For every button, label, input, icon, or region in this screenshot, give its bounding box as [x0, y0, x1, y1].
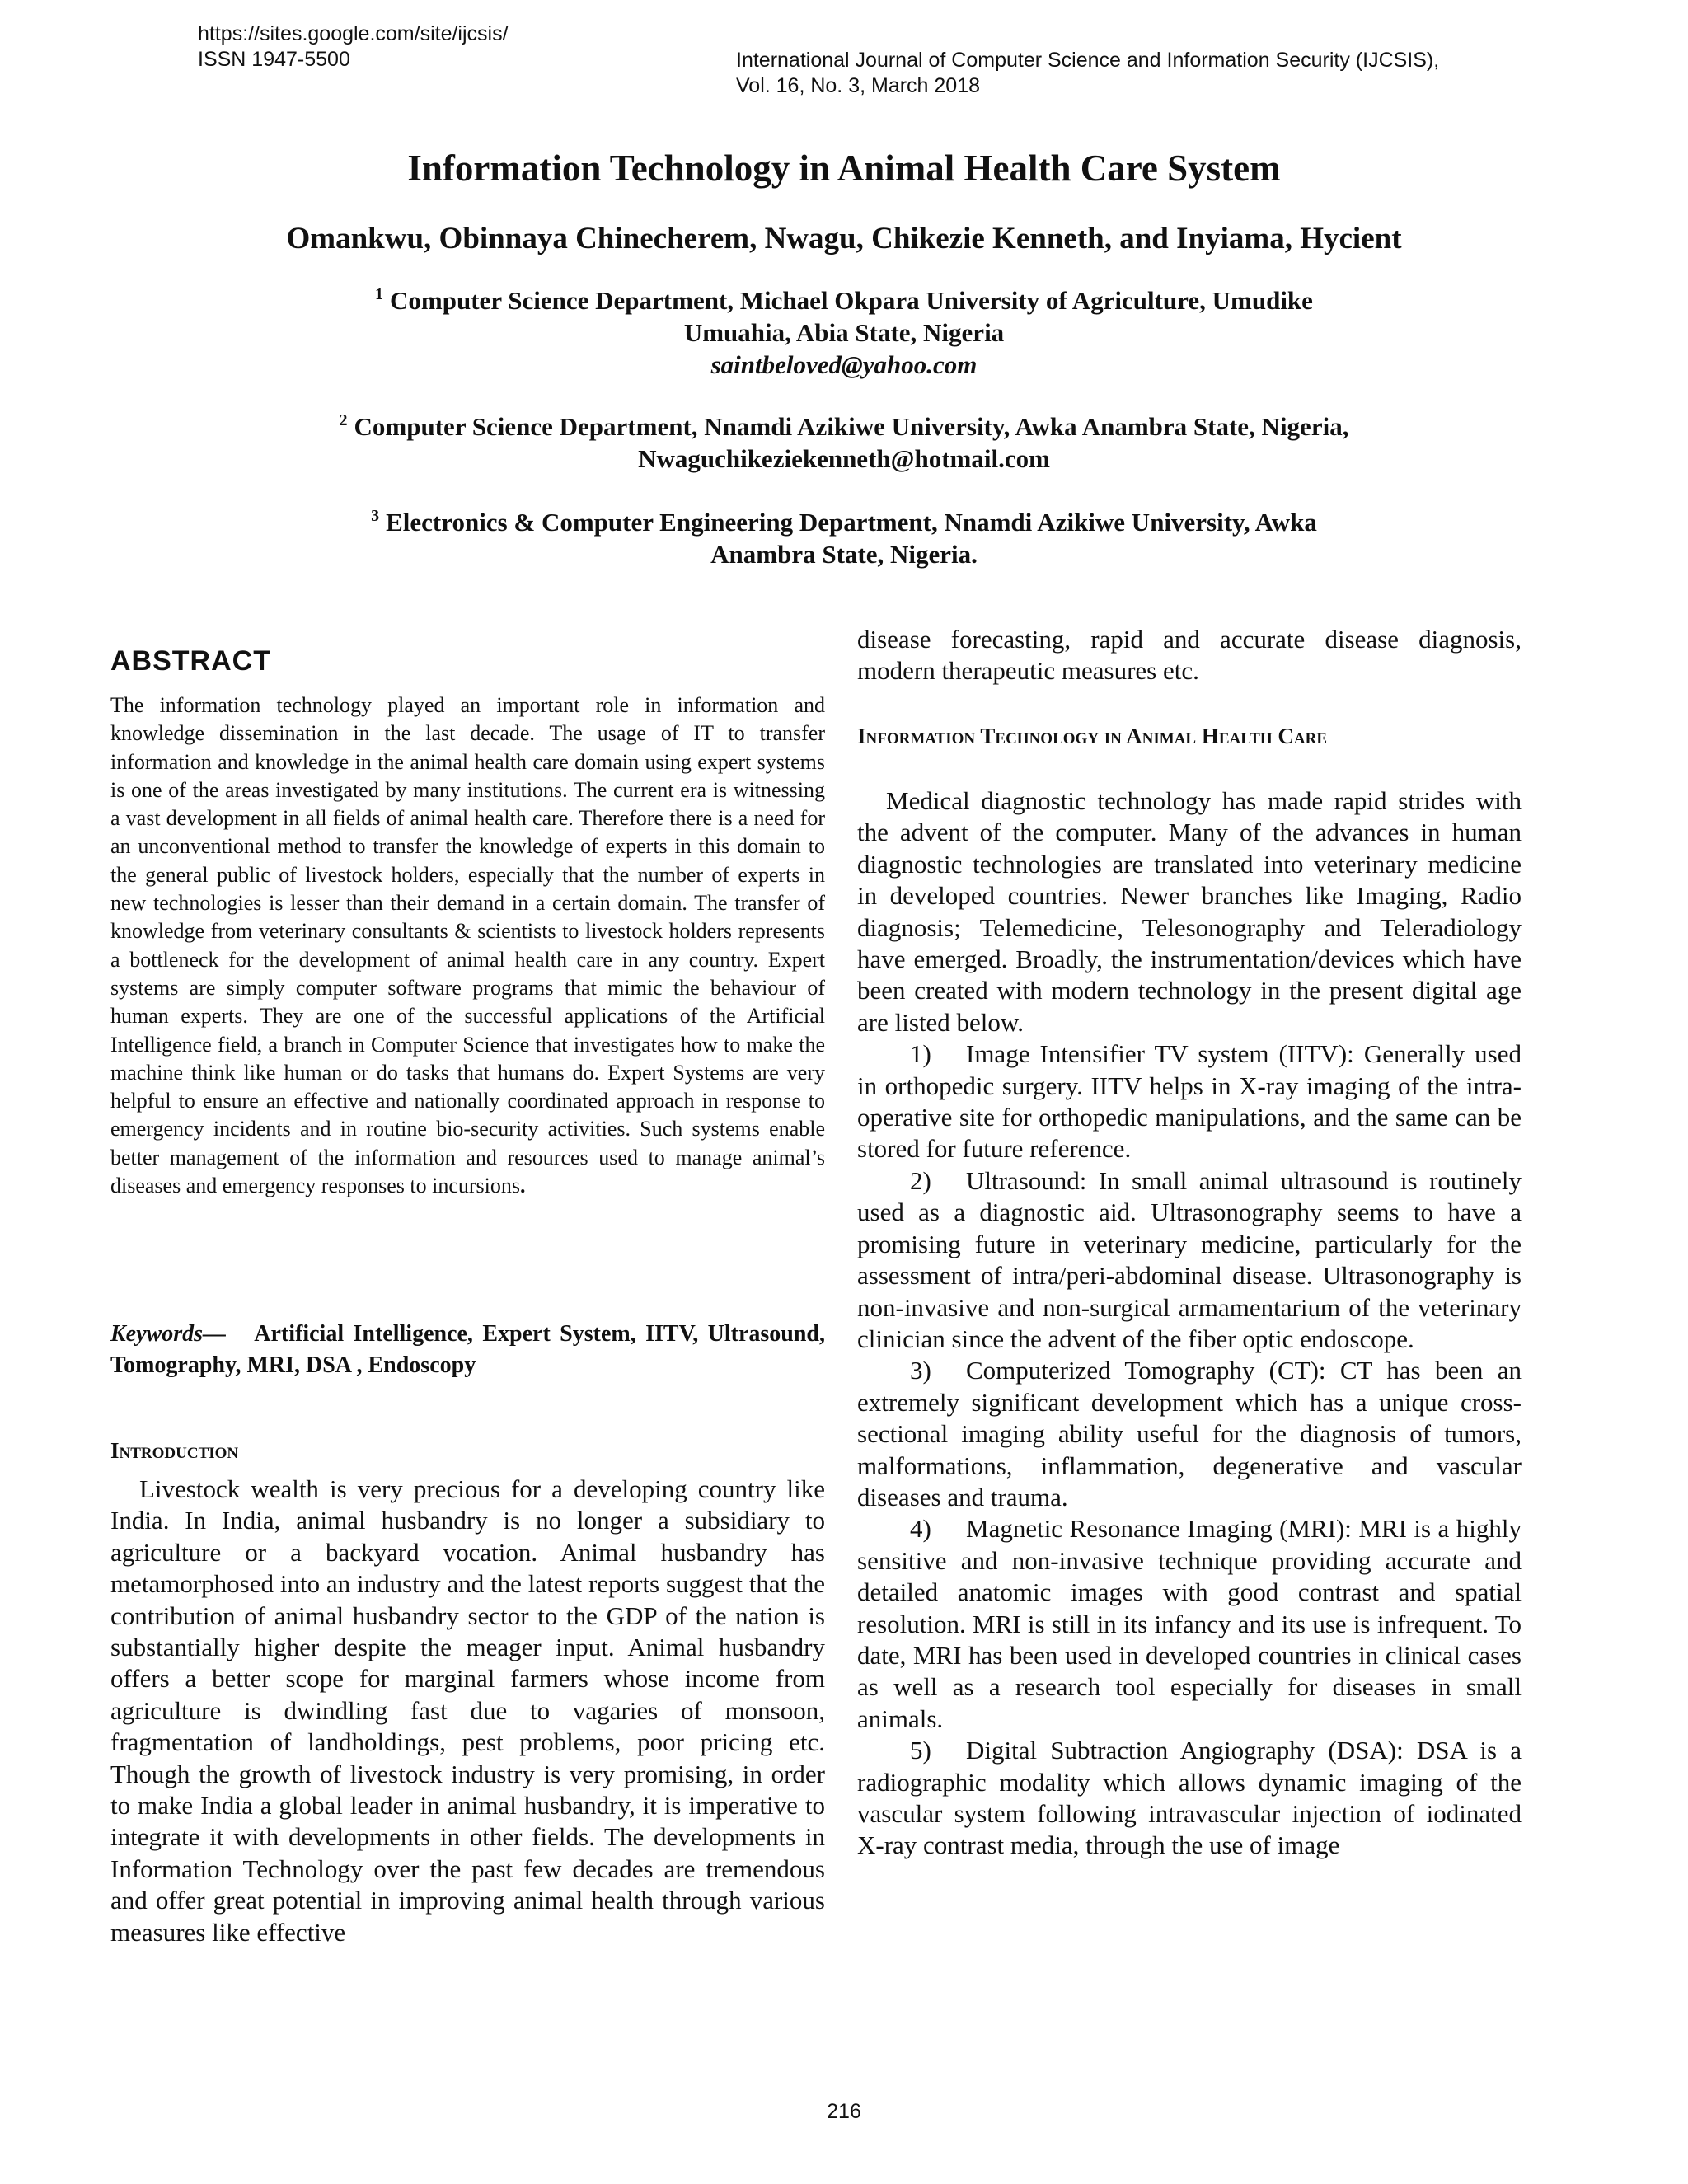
- affiliation-line: Electronics & Computer Engineering Department, Nnamdi Azikiwe University, Awka: [386, 508, 1317, 537]
- journal-name: International Journal of Computer Science and Information Security (IJCSIS),: [736, 49, 1440, 72]
- right-column-continuation: [857, 624, 1522, 687]
- list-item: [857, 1513, 1522, 1735]
- introduction-heading: Introduction: [110, 1438, 239, 1463]
- introduction-paragraph: Livestock wealth is very precious for a developing country like India. In India, animal husbandry is no longer a subsidiary to agriculture or a backyard vocation. Animal husbandry has metamorphosed into an industry and the latest reports suggest that the contribution of animal husbandry sector to the GDP of the nation is substantially higher despite the meager input. Animal husbandry offers a better scope for marginal farmers whose income from agriculture is dwindling fast due to vagaries of monsoon, fragmentation of landholdings, pest problems, poor pricing etc. Though the growth of livestock industry is very promising, in order to make India a global leader in animal husbandry, it is imperative to integrate it with developments in other fields. The developments in Information Technology over the past few decades are tremendous and offer great potential in improving animal health through various measures like effective: [110, 1474, 825, 1947]
- abstract-heading: ABSTRACT: [110, 645, 271, 677]
- journal-volume: Vol. 16, No. 3, March 2018: [736, 74, 981, 97]
- it-intro-paragraph: Medical diagnostic technology has made rapid strides with the advent of the computer. Many of the advances in human diagnostic technologies are translated into veterinary medicine in developed countries. Newer branches like Imaging, Radio diagnosis; Telemedicine, Telesonography and Teleradiology have emerged. Broadly, the instrumentation/devices which have been created with modern technology in the present digital age are listed below.: [857, 786, 1522, 1037]
- affiliation-email-line: Nwaguchikeziekenneth@hotmail.com: [638, 444, 1050, 473]
- list-item-text: Image Intensifier TV system (IITV): Generally used in orthopedic surgery. IITV helps in X-ray imaging of the intra-operative site for orthopedic manipulations, and the same can be stored for future reference.: [857, 1039, 1522, 1164]
- keywords: [110, 1319, 825, 1381]
- introduction-body: [110, 1474, 825, 1948]
- header-right: [736, 48, 1439, 99]
- abstract-body: [110, 691, 825, 1200]
- it-section-heading: Information Technology in Animal Health Care: [857, 724, 1327, 748]
- it-section-body: [857, 785, 1522, 1862]
- keywords-text: Artificial Intelligence, Expert System, IITV, Ultrasound, Tomography, MRI, DSA , Endoscopy: [110, 1321, 825, 1378]
- list-item: [857, 1038, 1522, 1165]
- list-item-text: Ultrasound: In small animal ultrasound is routinely used as a diagnostic aid. Ultrasonography seems to have a promising future in veterinary medicine, particularly for the assessment of intra/peri-abdominal disease. Ultrasonography is non-invasive and non-surgical armamentarium of the veterinary clinician since the advent of the fiber optic endoscope.: [857, 1165, 1522, 1353]
- continuation-paragraph: disease forecasting, rapid and accurate disease diagnosis, modern therapeutic measures etc.: [857, 625, 1522, 686]
- affiliation-3: [0, 506, 1688, 570]
- list-item-number: 2): [910, 1165, 931, 1195]
- affiliation-number: 2: [339, 411, 348, 429]
- paper-title: Information Technology in Animal Health Care System: [407, 148, 1281, 189]
- affiliation-line: Umuahia, Abia State, Nigeria: [683, 318, 1005, 347]
- affiliation-2: [0, 410, 1688, 475]
- abstract-text: The information technology played an important role in information and knowledge dissemination in the last decade. The usage of IT to transfer information and knowledge in the animal health care domain using expert systems is one of the areas investigated by many institutions. The current era is witnessing a vast development in all fields of animal health care. Therefore there is a need for an unconventional method to transfer the knowledge of experts in this domain to the general public of livestock holders, especially that the number of experts in new technologies is lesser than their demand in a certain domain. The transfer of knowledge from veterinary consultants & scientists to livestock holders represents a bottleneck for the development of animal health care in any country. Expert systems are simply computer software programs that mimic the behaviour of human experts. They are one of the successful applications of the Artificial Intelligence field, a branch in Computer Science that investigates how to make the machine think like human or do tasks that humans do. Expert Systems are very helpful to ensure an effective and nationally coordinated approach in response to emergency incidents and in routine bio-security activities. Such systems enable better management of the information and resources used to manage animal’s diseases and emergency responses to incursions: [110, 693, 825, 1198]
- affiliation-number: 3: [371, 507, 380, 525]
- list-item-number: 3): [910, 1356, 931, 1385]
- list-item-text: Computerized Tomography (CT): CT has been an extremely significant development which has a unique cross-sectional imaging ability useful for the diagnosis of tumors, malformations, inflammation, degenerative and vascular diseases and trauma.: [857, 1356, 1522, 1511]
- list-item-number: 5): [910, 1736, 931, 1765]
- issn: ISSN 1947-5500: [198, 48, 350, 71]
- affiliation-1: [0, 284, 1688, 381]
- header-left: [198, 21, 509, 73]
- journal-url: https://sites.google.com/site/ijcsis/: [198, 22, 509, 45]
- list-item-text: Magnetic Resonance Imaging (MRI): MRI is a highly sensitive and non-invasive technique providing accurate and detailed anatomic images with good contrast and spatial resolution. MRI is still in its infancy and its use is infrequent. To date, MRI has been used in developed countries in clinical cases as well as a research tool especially for diseases in small animals.: [857, 1514, 1522, 1733]
- list-item: [857, 1735, 1522, 1862]
- affiliation-line: Computer Science Department, Michael Okpara University of Agriculture, Umudike: [390, 286, 1313, 315]
- list-item: [857, 1355, 1522, 1513]
- page-number: 216: [827, 2100, 861, 2123]
- abstract-end-period: .: [520, 1174, 526, 1198]
- list-item: [857, 1165, 1522, 1355]
- list-item-number: 1): [910, 1039, 931, 1069]
- affiliation-number: 1: [375, 285, 384, 303]
- affiliation-line: Anambra State, Nigeria.: [710, 540, 978, 569]
- author-list: Omankwu, Obinnaya Chinecherem, Nwagu, Chikezie Kenneth, and Inyiama, Hycient: [286, 222, 1402, 255]
- list-item-text: Digital Subtraction Angiography (DSA): DSA is a radiographic modality which allows dynamic imaging of the vascular system following intravascular injection of iodinated X-ray contrast media, through the use of image: [857, 1736, 1522, 1860]
- author-email: saintbeloved@yahoo.com: [710, 350, 978, 379]
- keywords-label: Keywords—: [110, 1321, 226, 1347]
- list-item-number: 4): [910, 1514, 931, 1544]
- affiliation-line: Computer Science Department, Nnamdi Azikiwe University, Awka Anambra State, Nigeria,: [354, 412, 1349, 441]
